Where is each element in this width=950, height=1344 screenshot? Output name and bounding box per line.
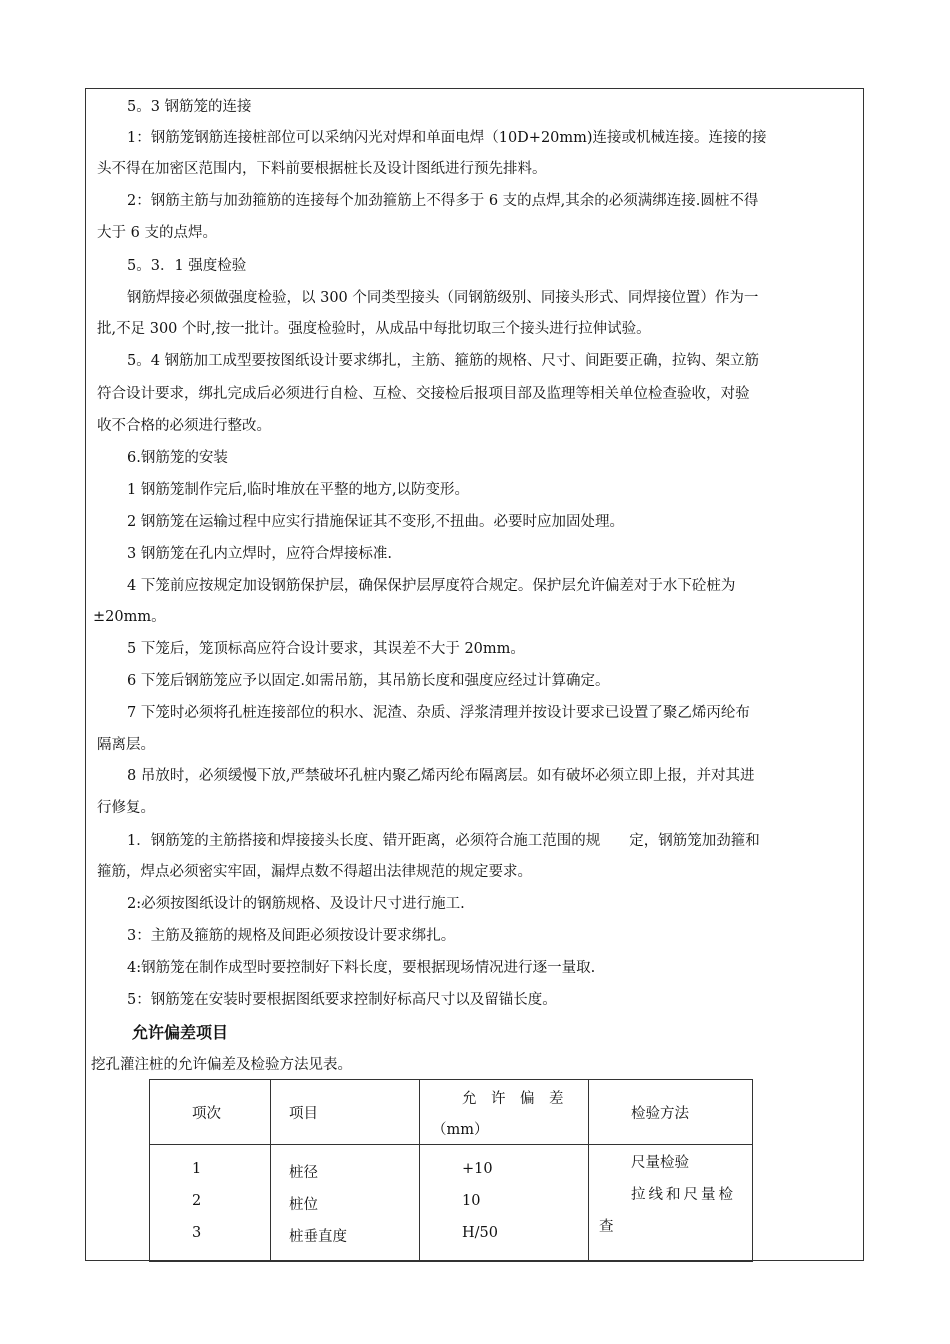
paragraph: 5。3 钢筋笼的连接 [127,99,252,115]
row-index: 1 [192,1161,202,1177]
paragraph: 隔离层。 [97,737,155,753]
method-text: 尺量检验 [631,1155,689,1171]
paragraph: 6.钢筋笼的安装 [127,450,228,466]
paragraph: 收不合格的必须进行整改。 [97,418,271,434]
paragraph: 批,不足 300 个时,按一批计。强度检验时，从成品中每批切取三个接头进行拉伸试验。 [97,321,651,337]
table-row [150,1145,753,1262]
paragraph: 箍筋，焊点必须密实牢固，漏焊点数不得超出法律规范的规定要求。 [97,864,532,880]
row-tolerance: 10 [462,1193,481,1209]
paragraph: ±20mm。 [93,609,166,625]
table-header-row [150,1080,753,1145]
paragraph: 5。3．1 强度检验 [127,258,247,274]
section-heading: 允许偏差项目 [132,1023,229,1042]
paragraph: 符合设计要求，绑扎完成后必须进行自检、互检、交接检后报项目部及监理等相关单位检查验收，对验 [97,386,750,402]
paragraph: 2:必须按图纸设计的钢筋规格、及设计尺寸进行施工. [127,896,465,912]
table-intro: 挖孔灌注桩的允许偏差及检验方法见表。 [91,1057,352,1073]
header-method: 检验方法 [631,1106,689,1122]
row-index: 2 [192,1193,202,1209]
paragraph: 4 下笼前应按规定加设钢筋保护层，确保保护层厚度符合规定。保护层允许偏差对于水下砼桩为 [127,578,736,594]
row-index: 3 [192,1225,202,1241]
paragraph: 3 钢筋笼在孔内立焊时，应符合焊接标准. [127,546,392,562]
tolerance-table [149,1079,753,1262]
header-tolerance-unit: （mm） [432,1122,489,1138]
paragraph: 5 下笼后，笼顶标高应符合设计要求，其误差不大于 20mm。 [127,641,525,657]
paragraph: 4:钢筋笼在制作成型时要控制好下料长度，要根据现场情况进行逐一量取. [127,960,596,976]
paragraph: 5。4 钢筋加工成型要按图纸设计要求绑扎，主筋、箍筋的规格、尺寸、间距要正确，拉钩、架立筋 [127,353,760,369]
paragraph: 6 下笼后钢筋笼应予以固定.如需吊筋，其吊筋长度和强度应经过计算确定。 [127,673,610,689]
paragraph: 钢筋焊接必须做强度检验，以 300 个同类型接头（同钢筋级别、同接头形式、同焊接位置）作为一 [127,290,759,306]
method-text: 查 [599,1219,614,1235]
paragraph: 2 钢筋笼在运输过程中应实行措施保证其不变形,不扭曲。必要时应加固处理。 [127,514,624,530]
paragraph: 1 钢筋笼制作完后,临时堆放在平整的地方,以防变形。 [127,482,470,498]
paragraph: 1．钢筋笼的主筋搭接和焊接接头长度、错开距离，必须符合施工范围的规 定，钢筋笼加劲箍和 [127,833,760,849]
paragraph: 8 吊放时，必须缓慢下放,严禁破坏孔桩内聚乙烯丙纶布隔离层。如有破坏必须立即上报，并对其进 [127,768,755,784]
paragraph: 行修复。 [97,800,155,816]
paragraph: 2：钢筋主筋与加劲箍筋的连接每个加劲箍筋上不得多于 6 支的点焊,其余的必须满绑连接.圆桩不得 [127,193,759,209]
paragraph: 1：钢筋笼钢筋连接桩部位可以采纳闪光对焊和单面电焊（10D+20mm)连接或机械连接。连接的接 [127,130,767,146]
paragraph: 大于 6 支的点焊。 [97,225,217,241]
row-item: 桩径 [289,1165,318,1181]
header-item: 项目 [289,1106,318,1122]
header-tolerance: 允 许 偏 差 [462,1091,564,1107]
row-tolerance: +10 [462,1161,493,1177]
header-index: 项次 [192,1106,221,1122]
method-text: 拉线和尺量检 [631,1187,736,1203]
row-item: 桩位 [289,1197,318,1213]
paragraph: 头不得在加密区范围内，下料前要根据桩长及设计图纸进行预先排料。 [97,161,547,177]
paragraph: 5：钢筋笼在安装时要根据图纸要求控制好标高尺寸以及留锚长度。 [127,992,557,1008]
row-tolerance: H/50 [462,1225,498,1241]
row-item: 桩垂直度 [289,1229,347,1245]
paragraph: 3：主筋及箍筋的规格及间距必须按设计要求绑扎。 [127,928,456,944]
paragraph: 7 下笼时必须将孔桩连接部位的积水、泥渣、杂质、浮浆清理并按设计要求已设置了聚乙烯丙纶布 [127,705,750,721]
